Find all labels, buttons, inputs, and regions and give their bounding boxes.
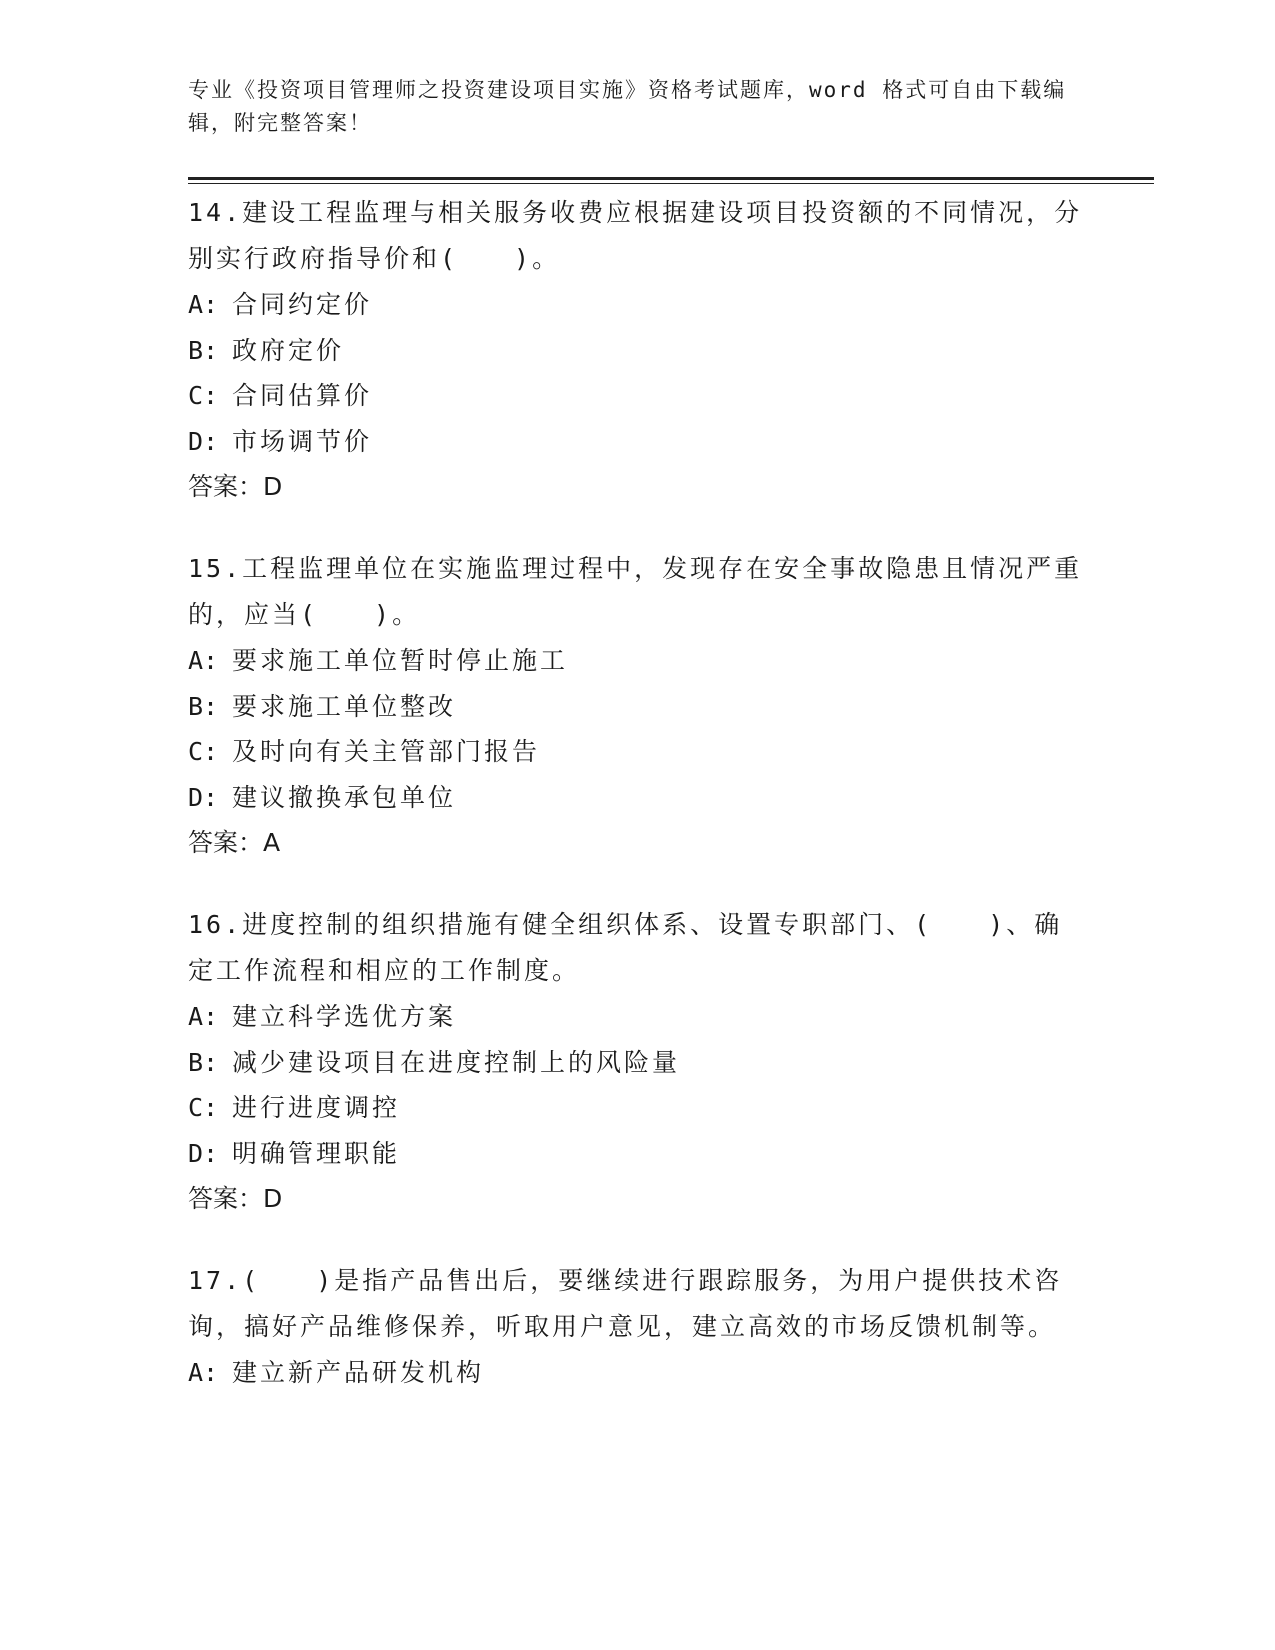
header-divider <box>188 177 1154 180</box>
option-text: 建立新产品研发机构 <box>232 1358 485 1387</box>
option-text: 政府定价 <box>232 335 345 365</box>
question-stem: 17.( )是指产品售出后，要继续进行跟踪服务，为用户提供技术咨询，搞好产品维修保养，听取用户意见，建立高效的市场反馈机制等。 <box>188 1266 1063 1341</box>
question-stem: 16.进度控制的组织措施有健全组织体系、设置专职部门、( )、确定工作流程和相应的工作制度。 <box>188 910 1063 985</box>
option-b <box>188 684 1088 730</box>
document-header: 专业《投资项目管理师之投资建设项目实施》资格考试题库，word 格式可自由下载编辑，附完整答案！ <box>188 78 1067 135</box>
question-16 <box>188 902 1088 1222</box>
option-letter: B: <box>188 691 219 721</box>
option-letter: C: <box>188 381 219 410</box>
option-text: 要求施工单位整改 <box>232 691 457 721</box>
option-b <box>188 1040 1088 1086</box>
option-text: 减少建设项目在进度控制上的风险量 <box>232 1047 681 1077</box>
option-text: 及时向有关主管部门报告 <box>232 737 541 766</box>
question-list <box>188 190 1088 1432</box>
option-text: 合同约定价 <box>232 290 373 319</box>
answer-line: 答案：A <box>188 828 281 857</box>
answer-line: 答案：D <box>188 472 283 501</box>
option-text: 进行进度调控 <box>232 1093 401 1122</box>
option-letter: B: <box>188 335 219 365</box>
option-d <box>188 1131 1088 1177</box>
option-letter: B: <box>188 1047 219 1077</box>
option-letter: D: <box>188 426 219 456</box>
option-b <box>188 328 1088 374</box>
question-14 <box>188 190 1088 510</box>
option-c <box>188 373 1088 419</box>
option-d <box>188 419 1088 465</box>
option-letter: A: <box>188 646 219 675</box>
option-c <box>188 1085 1088 1131</box>
option-a <box>188 994 1088 1040</box>
option-text: 要求施工单位暂时停止施工 <box>232 646 569 675</box>
option-letter: A: <box>188 1002 219 1031</box>
option-letter: D: <box>188 1138 219 1168</box>
option-letter: D: <box>188 782 219 812</box>
option-letter: C: <box>188 1093 219 1122</box>
option-a <box>188 282 1088 328</box>
option-text: 合同估算价 <box>232 381 373 410</box>
option-d <box>188 775 1088 821</box>
question-stem: 15.工程监理单位在实施监理过程中，发现存在安全事故隐患且情况严重的，应当( )。 <box>188 554 1083 629</box>
option-letter: C: <box>188 737 219 766</box>
option-letter: A: <box>188 290 219 319</box>
header-divider-thin <box>188 183 1154 184</box>
answer-line: 答案：D <box>188 1184 283 1213</box>
question-15 <box>188 546 1088 866</box>
option-text: 明确管理职能 <box>232 1138 401 1168</box>
option-text: 建立科学选优方案 <box>232 1002 457 1031</box>
option-c <box>188 729 1088 775</box>
option-a <box>188 638 1088 684</box>
question-17 <box>188 1258 1088 1396</box>
option-letter: A: <box>188 1358 219 1387</box>
question-stem: 14.建设工程监理与相关服务收费应根据建设项目投资额的不同情况，分别实行政府指导价和( )。 <box>188 198 1083 273</box>
option-text: 市场调节价 <box>232 426 373 456</box>
option-text: 建议撤换承包单位 <box>232 782 457 812</box>
option-a <box>188 1350 1088 1396</box>
